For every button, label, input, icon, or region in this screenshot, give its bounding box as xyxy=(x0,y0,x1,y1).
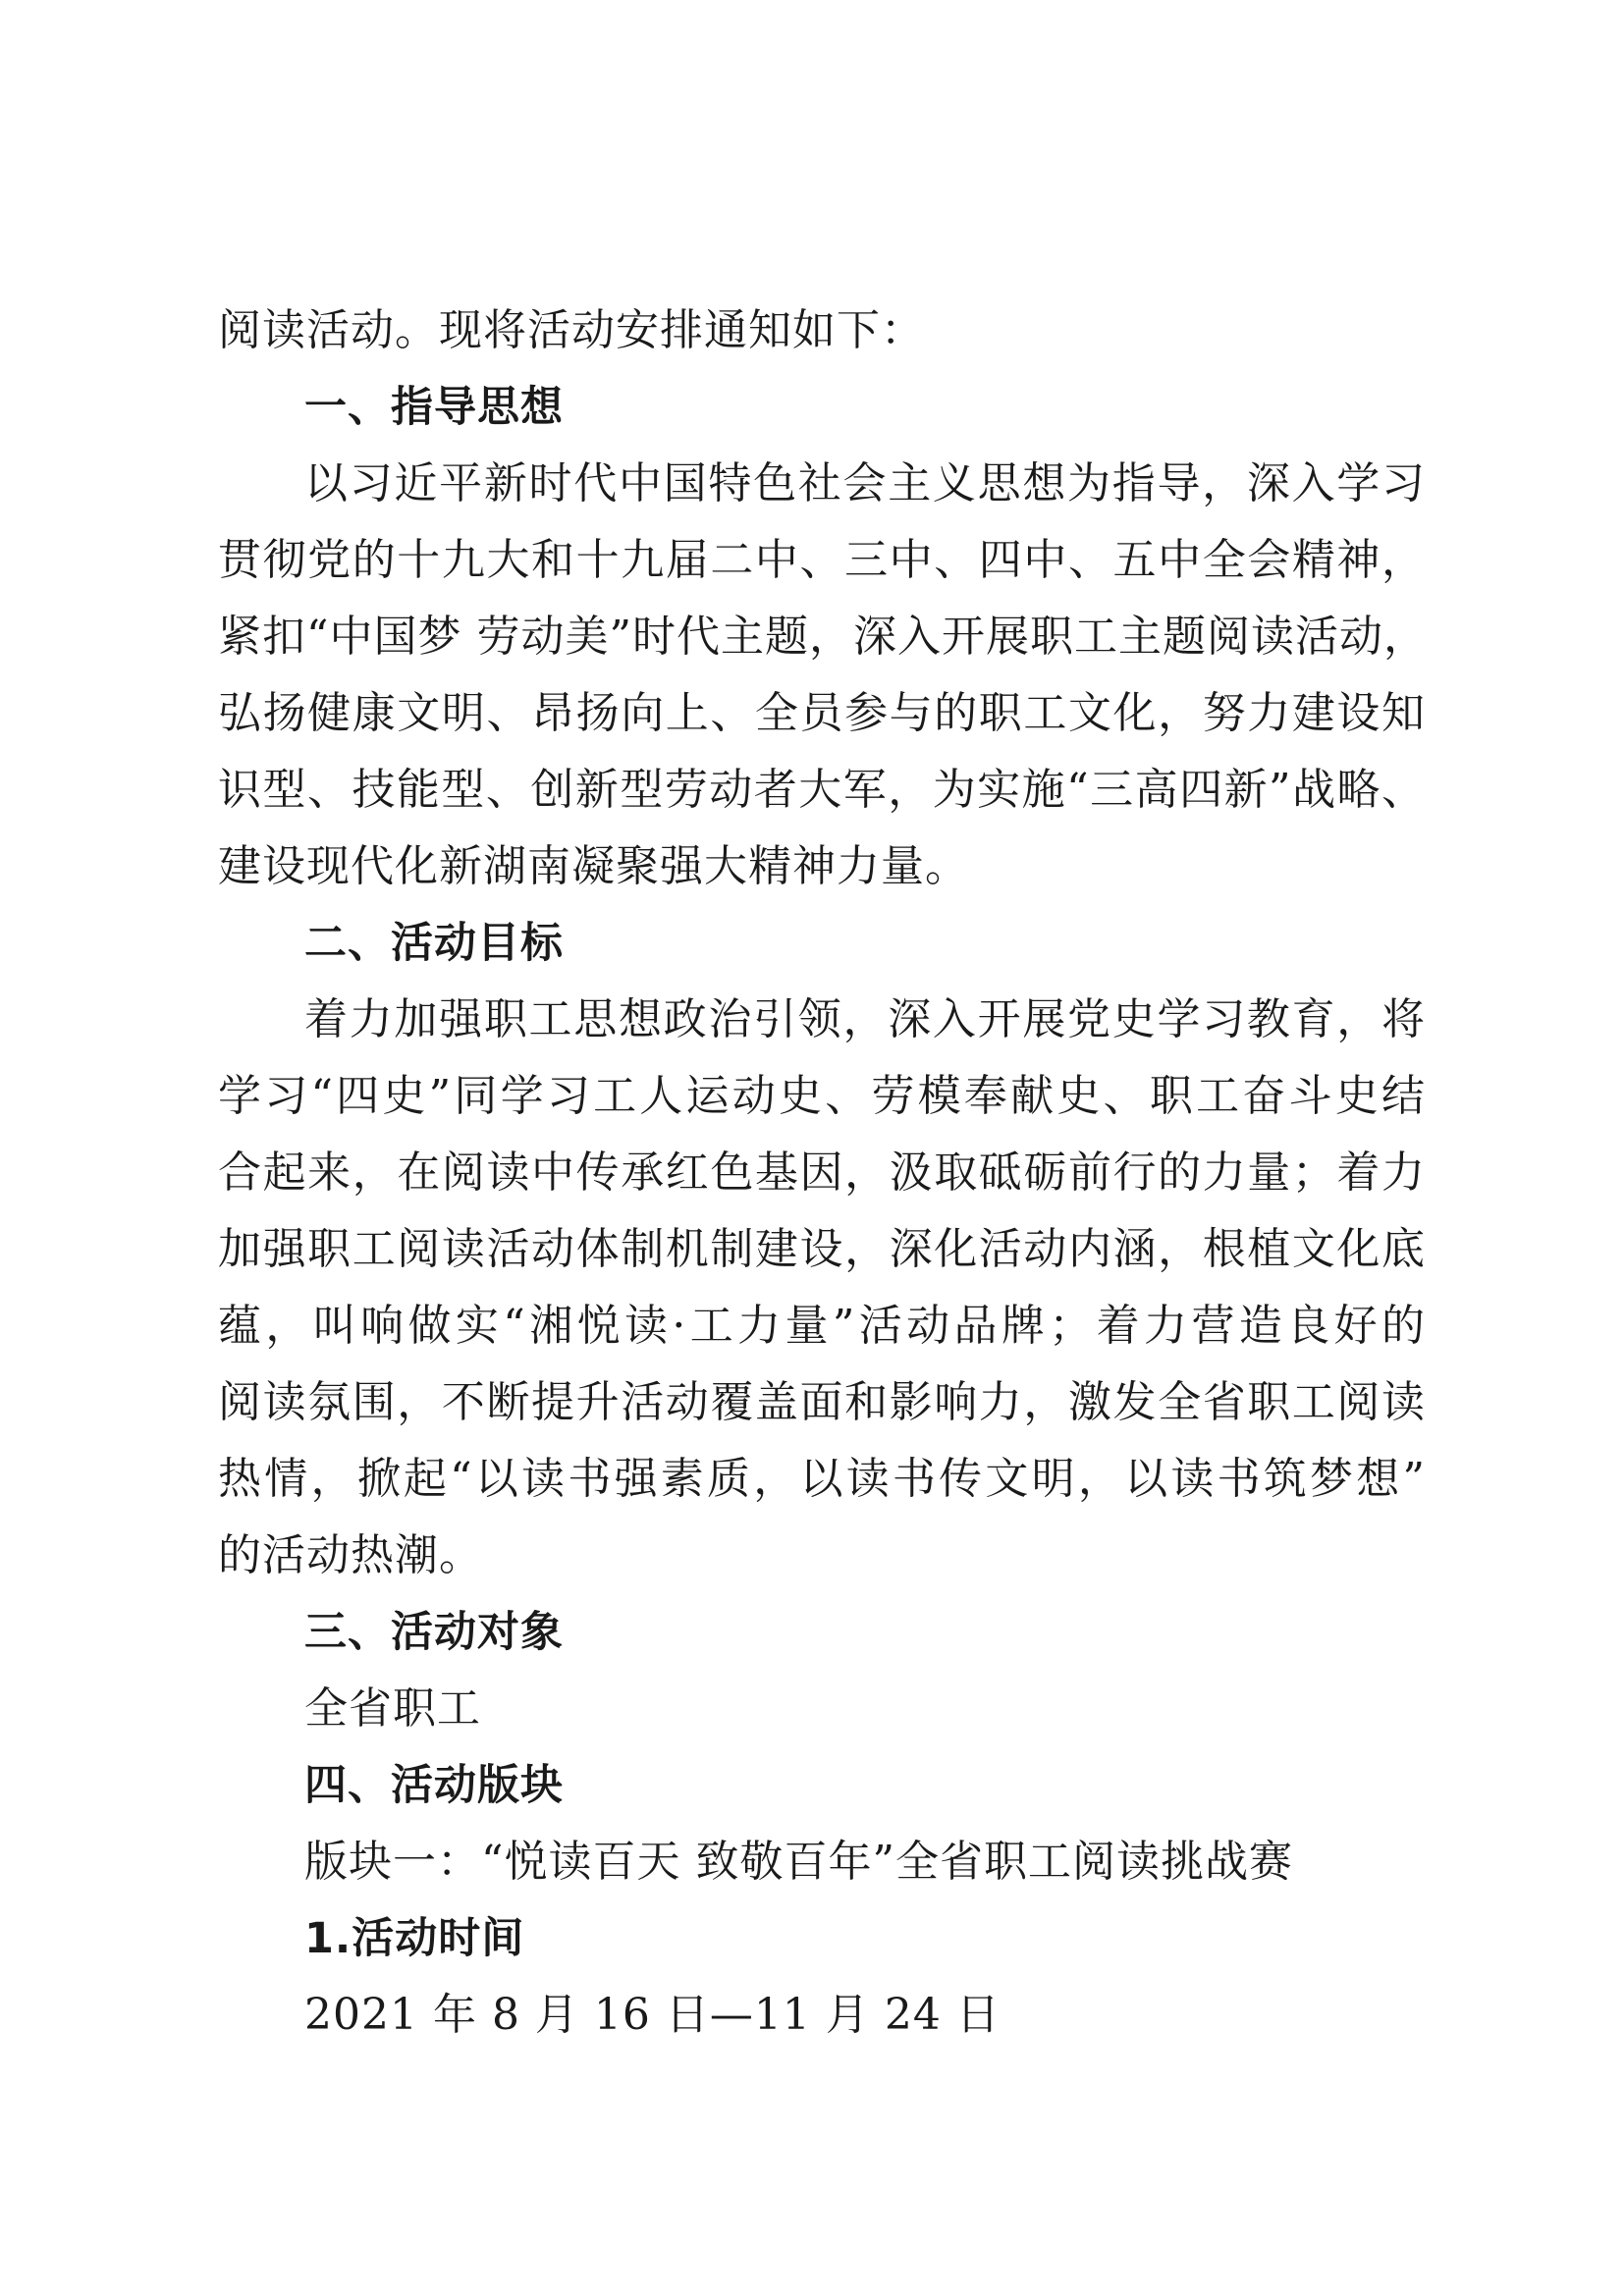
section-heading-activity-targets: 三、活动对象 xyxy=(304,1608,564,1657)
paragraph-line: 弘扬健康文明、昂扬向上、全员参与的职工文化，努力建设知 xyxy=(218,688,1426,738)
paragraph-line: 的活动热潮。 xyxy=(218,1530,483,1580)
paragraph-line: 建设现代化新湖南凝聚强大精神力量。 xyxy=(218,841,969,891)
paragraph-line: 阅读氛围，不断提升活动覆盖面和影响力，激发全省职工阅读 xyxy=(218,1377,1426,1427)
section-heading-activity-goals: 二、活动目标 xyxy=(304,919,564,968)
section-heading-guiding-ideology: 一、指导思想 xyxy=(304,383,564,432)
paragraph-line: 合起来，在阅读中传承红色基因，汲取砥砺前行的力量；着力 xyxy=(218,1148,1426,1198)
section-heading-activity-sections: 四、活动版块 xyxy=(304,1761,564,1810)
paragraph-line: 全省职工 xyxy=(304,1683,481,1734)
paragraph-line: 加强职工阅读活动体制机制建设，深化活动内涵，根植文化底 xyxy=(218,1224,1426,1274)
paragraph-line: 2021 年 8 月 16 日—11 月 24 日 xyxy=(304,1990,1001,2040)
paragraph-line: 以习近平新时代中国特色社会主义思想为指导，深入学习 xyxy=(304,458,1426,508)
paragraph-line: 识型、技能型、创新型劳动者大军，为实施“三高四新”战略、 xyxy=(218,765,1426,815)
paragraph-line: 紧扣“中国梦 劳动美”时代主题，深入开展职工主题阅读活动， xyxy=(218,612,1428,662)
paragraph-line: 阅读活动。现将活动安排通知如下： xyxy=(218,305,925,355)
paragraph-line: 学习“四史”同学习工人运动史、劳模奉献史、职工奋斗史结 xyxy=(218,1071,1426,1121)
subheading-activity-time: 1.活动时间 xyxy=(304,1914,525,1963)
paragraph-line: 热情，掀起“以读书强素质，以读书传文明，以读书筑梦想” xyxy=(218,1454,1426,1504)
paragraph-line: 蕴，叫响做实“湘悦读·工力量”活动品牌；着力营造良好的 xyxy=(218,1301,1426,1351)
paragraph-line: 版块一：“悦读百天 致敬百年”全省职工阅读挑战赛 xyxy=(304,1837,1293,1887)
paragraph-line: 贯彻党的十九大和十九届二中、三中、四中、五中全会精神， xyxy=(218,535,1426,585)
paragraph-line: 着力加强职工思想政治引领，深入开展党史学习教育，将 xyxy=(304,994,1426,1044)
